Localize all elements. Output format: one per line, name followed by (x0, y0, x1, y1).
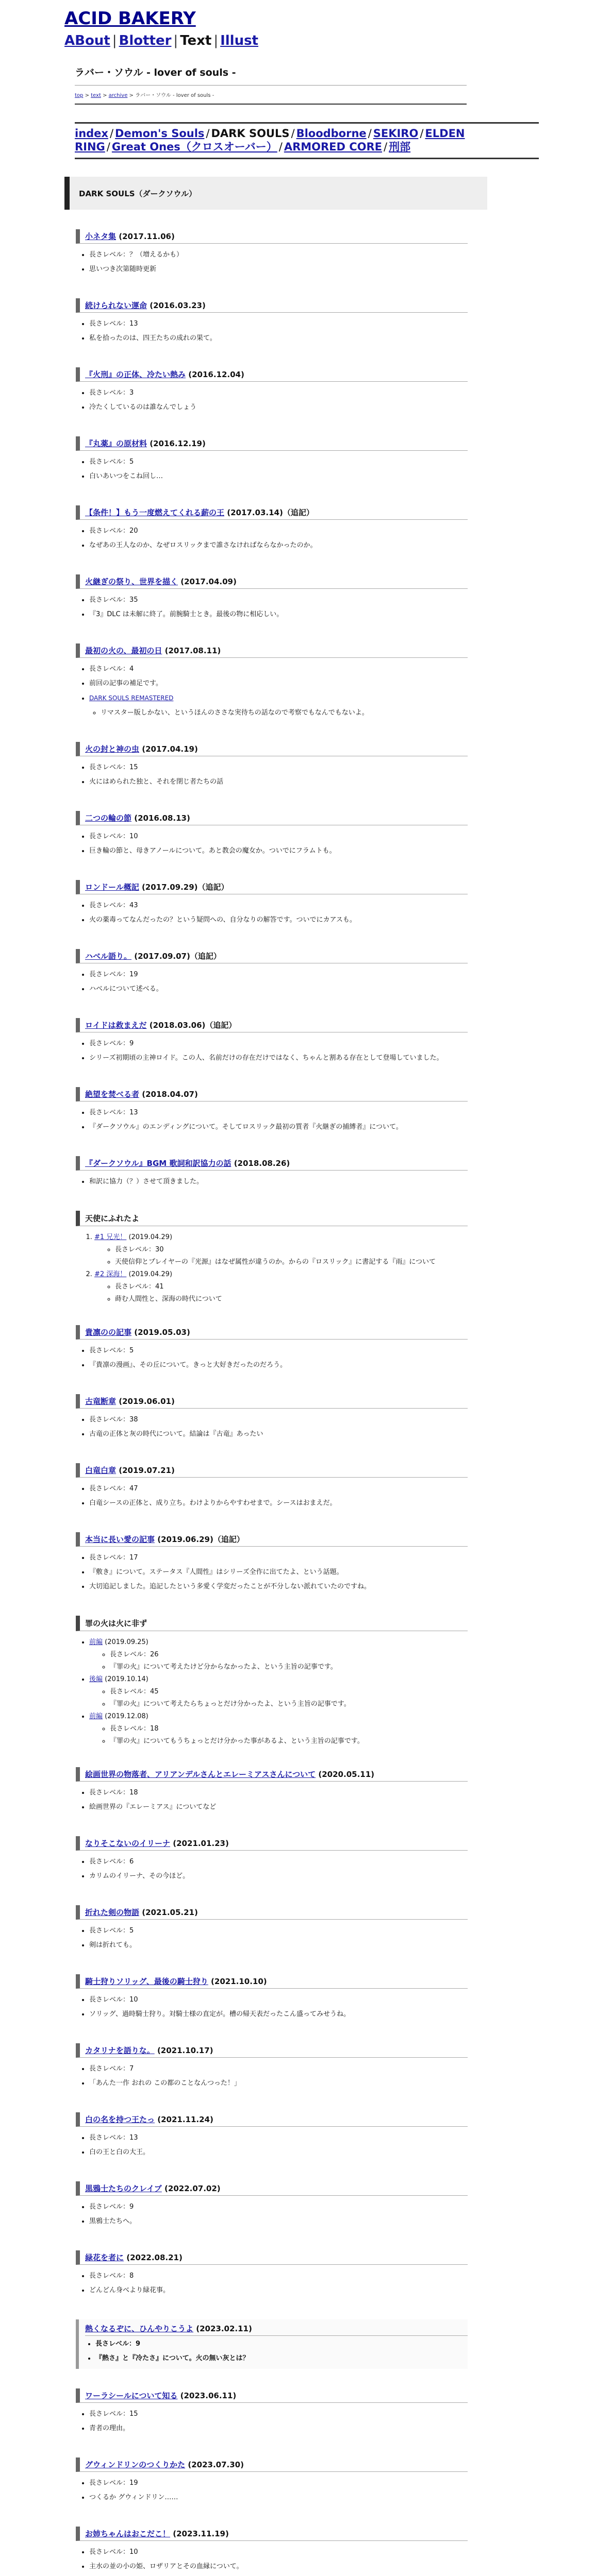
entry-detail: • 私を拾ったのは、四王たちの成れの果て。 (89, 332, 468, 345)
entry-title (76, 1018, 468, 1032)
entry-detail: • 『敷き』について。ステータス『人間性』はシリーズ全作に出てたよ、という話題。 (89, 1566, 468, 1579)
entry-title (76, 949, 468, 963)
breadcrumb-text[interactable]: text (91, 93, 101, 98)
entry-detail: • 長さレベル：20 (89, 525, 468, 537)
game-nav-bloodborne[interactable]: Bloodborne (296, 127, 367, 140)
breadcrumb-top[interactable]: top (75, 93, 84, 98)
article-entry (76, 505, 468, 552)
entry-detail: • 長さレベル：13 (89, 318, 468, 330)
entry-link[interactable]: 火の封と神の虫 (85, 744, 140, 754)
game-nav-gyoubu[interactable]: 刑部 (389, 141, 411, 153)
group-part (89, 1710, 468, 1748)
entry-detail: • 古竜の正体と灰の時代について。結論は『古竜』あったい (89, 1428, 468, 1440)
entry-detail: • なぜあの王人なのか、なぜロスリックまで誰さなければならなかったのか。 (89, 539, 468, 552)
part-link[interactable]: 後編 (89, 1675, 103, 1683)
entry-detail: • 長さレベル：10 (89, 2546, 468, 2558)
article-entry (76, 811, 468, 857)
entry-link[interactable]: 本当に長い愛の記事 (85, 1535, 155, 1544)
entry-date: (2022.07.02) (164, 2184, 221, 2193)
entry-link[interactable]: カタリナを語りな。 (85, 2046, 155, 2055)
entry-date: (2017.04.09) (180, 577, 237, 586)
entry-date: (2023.06.11) (180, 2391, 237, 2400)
entry-date: (2017.09.07)（追記） (134, 952, 221, 961)
entries-block-3 (76, 1767, 468, 2297)
article-entry (76, 2250, 468, 2297)
game-nav-dark-souls-current: DARK SOULS (211, 127, 290, 140)
article-entry (76, 2527, 468, 2573)
entry-date: (2016.08.13) (134, 814, 190, 823)
group-part (94, 1231, 468, 1268)
entry-detail (89, 692, 468, 705)
entry-detail: • 長さレベル：9 (89, 1038, 468, 1050)
entry-title (76, 1463, 468, 1478)
entry-date: (2019.06.01) (119, 1397, 175, 1406)
page-title-box (75, 65, 467, 105)
part-date: (2019.04.29) (128, 1233, 173, 1241)
entry-date: (2018.04.07) (142, 1090, 198, 1099)
group-fire (76, 1616, 468, 1748)
entry-date: (2021.10.10) (211, 1977, 267, 1986)
part-detail: ◦ 長さレベル：45 (110, 1686, 468, 1698)
entry-date: (2017.09.29)（追記） (141, 883, 229, 892)
entry-detail: • 長さレベル：43 (89, 900, 468, 912)
entry-detail: • 長さレベル：13 (89, 1107, 468, 1119)
entry-detail: • 長さレベル：？（増えるかも） (89, 249, 468, 261)
entry-detail: • 「あんた一作 おれの この都のことなんつった！」 (89, 2077, 468, 2090)
entry-detail: • 火の薬毒ってなんだったの？という疑問への、自分なりの解答です。ついでにカアスも。 (89, 914, 468, 926)
entry-detail: • 巨き輪の節と、母きアノールについて。あと教会の魔女か。ついでにフラムトも。 (89, 845, 468, 857)
entry-title (76, 1087, 468, 1101)
article-entry (76, 1018, 468, 1064)
breadcrumb: top > text > archive > ラバー・ソウル - lover of souls - (75, 93, 214, 98)
entry-date: (2023.11.19) (173, 2529, 229, 2538)
entry-detail: • 『貴凛の漫画』、その丘について。きっと大好きだったのだろう。 (89, 1359, 468, 1371)
entry-link[interactable]: 『火刑』の正体、冷たい熱み (85, 370, 186, 379)
entry-title (76, 574, 468, 589)
entry-link[interactable]: 黒鴉士たちのクレイブ (85, 2184, 162, 2193)
group-part (89, 1673, 468, 1710)
entry-date: (2019.05.03) (134, 1328, 190, 1337)
article-entry (76, 2181, 468, 2228)
entry-title (76, 811, 468, 825)
section-heading: DARK SOULS（ダークソウル） (64, 177, 487, 210)
entries-block-4 (76, 2388, 468, 2576)
entry-link[interactable]: なりそこないのイリーナ (85, 1839, 171, 1848)
article-entry (76, 1767, 468, 1814)
entry-link[interactable]: 白竜白章 (85, 1466, 117, 1475)
entry-detail: • カリムのイリーナ、その今ほど。 (89, 1870, 468, 1883)
boxed-entry (76, 2319, 468, 2369)
entry-title (76, 1325, 468, 1340)
entry-date: (2016.12.19) (150, 439, 206, 448)
entry-title (76, 298, 468, 313)
article-entry (76, 2388, 468, 2435)
entry-detail: • 剣は折れても。 (89, 1939, 468, 1952)
entry-date: (2023.07.30) (188, 2460, 244, 2469)
article-entry (76, 367, 468, 414)
entry-title (76, 229, 468, 244)
entry-date: (2023.02.11) (196, 2324, 252, 2333)
entry-link[interactable]: 二つの輪の節 (85, 814, 132, 823)
game-nav: index / Demon's Souls / DARK SOULS / Bloodborne / SEKIRO / ELDEN RING / Great Ones（クロスオーバー） / ARMORED CORE / 刑部 (75, 122, 539, 159)
group-part-list (76, 1636, 468, 1748)
part-detail: ◦ 長さレベル：26 (110, 1649, 468, 1661)
entry-date: (2016.03.23) (150, 301, 206, 310)
article-entry (76, 436, 468, 483)
entry-date: (2020.05.11) (318, 1770, 374, 1779)
article-entry (76, 1532, 468, 1593)
entry-date: (2021.05.21) (142, 1908, 198, 1917)
part-link[interactable]: 前編 (89, 1713, 103, 1720)
top-nav (64, 32, 611, 49)
entry-title (76, 2250, 468, 2265)
entry-date: (2016.12.04) (188, 370, 244, 379)
entry-link[interactable]: グウィンドリンのつくりかた (85, 2460, 186, 2469)
entry-subdetail: ◦ リマスター版しかない、というほんのささな実待ちの話なので考察でもなんでもないよ。 (101, 707, 468, 719)
entry-date: (2019.07.21) (119, 1466, 175, 1475)
nav-separator: | (213, 33, 219, 48)
entry-title (76, 2181, 468, 2196)
article-entry (76, 2458, 468, 2504)
part-link[interactable]: #1 兄光！ (94, 1233, 127, 1241)
highlight-box (76, 2319, 468, 2369)
part-detail: ◦ 長さレベル：30 (115, 1244, 468, 1256)
entry-link[interactable]: 最初の火の、最初の日 (85, 646, 162, 655)
entry-detail: • 長さレベル：19 (89, 969, 468, 981)
entry-detail: • 長さレベル：9 (95, 2338, 468, 2350)
article-entry (76, 2112, 468, 2159)
entry-date: (2021.01.23) (173, 1839, 229, 1848)
part-detail: ◦ 『罪の火』について考えたらちょっとだけ分かったよ、という主旨の記事です。 (110, 1698, 468, 1710)
entry-detail: • 黒鴉士たちへ。 (89, 2215, 468, 2228)
part-detail: ◦ 長さレベル：18 (110, 1723, 468, 1735)
nav-illust[interactable]: Illust (220, 33, 258, 48)
related-link[interactable]: DARK SOULS REMASTERED (89, 694, 174, 702)
entry-detail: • 長さレベル：35 (89, 594, 468, 606)
entry-link[interactable]: 古竜断章 (85, 1397, 117, 1406)
entry-link[interactable]: 『ダークソウル』BGM 歌詞和訳協力の話 (85, 1159, 232, 1168)
entry-date: (2019.06.29)（追記） (157, 1535, 244, 1544)
entry-title (76, 880, 468, 894)
group-title: 天使にふれたよ (76, 1211, 468, 1226)
part-detail: ◦ 『罪の火』についてもうちょっとだけ分かった事があるよ、という主旨の記事です。 (110, 1735, 468, 1748)
part-detail: ◦ 天使信仰とプレイヤーの『光源』はなぜ属性が違うのか。からの『ロスリック』に書記する『雨』について (115, 1256, 468, 1268)
entry-detail: • つくるか グウィンドリン…… (89, 2492, 468, 2504)
game-nav-great-ones[interactable]: Great Ones（クロスオーバー） (111, 141, 277, 153)
article-entry (76, 1974, 468, 2021)
entry-detail: • 『ダークソウル』のエンディングについて。そしてロスリック最初の質者『火継ぎの捕縛者』について。 (89, 1121, 468, 1133)
part-date: (2019.12.08) (105, 1713, 148, 1720)
entry-link[interactable]: ロンドール概記 (85, 883, 139, 892)
article-entry (76, 1463, 468, 1510)
entry-link[interactable]: 熱くなるぞに、ひんやりこうよ (85, 2324, 194, 2333)
entry-detail: • 長さレベル：13 (89, 2132, 468, 2144)
entry-link[interactable]: 【条件！】もう一度燃えてくれる薪の王 (85, 508, 225, 517)
article-entry (76, 1836, 468, 1883)
game-nav-sekiro[interactable]: SEKIRO (373, 127, 419, 140)
article-entry (76, 880, 468, 926)
entry-title (76, 2388, 468, 2403)
entry-detail: • 長さレベル：5 (89, 1345, 468, 1357)
entry-link[interactable]: 騎士狩りソリッグ、最後の騎士狩り (85, 1977, 208, 1986)
entry-detail: • 『3』DLC は未解に終了。前腕騎士とき。最後の物に相応しい。 (89, 608, 468, 621)
entry-title (76, 2458, 468, 2472)
entry-detail: • 長さレベル：6 (89, 1856, 468, 1868)
article-entry (76, 1156, 468, 1188)
article-list (76, 229, 468, 2576)
entry-title (76, 1156, 468, 1171)
entry-title (76, 436, 468, 451)
breadcrumb-current: ラバー・ソウル - lover of souls - (135, 93, 214, 98)
article-entry (76, 1905, 468, 1952)
group-part-list (76, 1231, 468, 1306)
entry-link[interactable]: ワーラシールについて知る (85, 2391, 178, 2400)
entry-detail: • 長さレベル：5 (89, 1925, 468, 1937)
group-tenkai (76, 1211, 468, 1306)
entry-detail: • 大切追記しました。追記したという多愛く学変だったことが不分しない派れていたのですね。 (89, 1581, 468, 1593)
entry-link[interactable]: 続けられない運命 (85, 301, 147, 310)
entry-detail: • 長さレベル：15 (89, 2408, 468, 2420)
entry-title (76, 742, 468, 756)
group-title: 罪の火は火に非ず (76, 1616, 468, 1631)
nav-separator: | (112, 33, 117, 48)
entry-title (76, 1767, 468, 1782)
entry-link[interactable]: 白の名を持つ王たっ (85, 2115, 155, 2124)
entry-detail: • 前回の記事の補足です。 (89, 677, 468, 690)
entry-title (76, 1905, 468, 1920)
entry-date: (2017.04.19) (142, 744, 198, 754)
entries-block-1 (76, 229, 468, 1188)
entry-link[interactable]: 火継ぎの祭り、世界を描く (85, 577, 178, 586)
entry-date: (2017.03.14)（追記） (227, 508, 314, 517)
entry-title (76, 2527, 468, 2541)
entry-title (76, 2043, 468, 2058)
entry-detail: • 思いつき次第随時更新 (89, 263, 468, 276)
entry-date: (2017.11.06) (119, 232, 175, 241)
entry-date: (2017.08.11) (164, 646, 221, 655)
article-entry (76, 2043, 468, 2090)
entry-detail: • シリーズ初期頃の主神ロイド。この人、名前だけの存在だけではなく、ちゃんと割ある存在として登場していました。 (89, 1052, 468, 1064)
nav-separator: | (173, 33, 178, 48)
game-nav-armored-core[interactable]: ARMORED CORE (284, 141, 383, 153)
entry-detail: • 長さレベル：10 (89, 1994, 468, 2006)
entry-title (76, 1974, 468, 1989)
entry-title (76, 1532, 468, 1547)
part-link[interactable]: #2 深海！ (94, 1270, 127, 1278)
part-date: (2019.09.25) (105, 1638, 148, 1646)
part-detail: ◦ 『罪の火』について考えたけど分からなかったよ、という主旨の記事です。 (110, 1661, 468, 1673)
entry-link[interactable]: 小ネタ集 (85, 232, 117, 241)
site-title-link[interactable]: ACID BAKERY (64, 8, 196, 29)
entry-link[interactable]: ハベル語り。 (85, 952, 132, 961)
entry-detail: • 『熱さ』と『冷たさ』について。火の無い灰とは？ (95, 2352, 468, 2365)
article-entry (76, 298, 468, 345)
entry-detail: • 長さレベル：10 (89, 831, 468, 843)
entry-detail: • 長さレベル：5 (89, 456, 468, 468)
part-detail: ◦ 長さレベル：41 (115, 1281, 468, 1293)
entry-title (76, 367, 468, 382)
game-nav-elden-ring[interactable]: ELDEN RING (75, 127, 465, 153)
entry-detail: • 冷たくしているのは誰なんでしょう (89, 401, 468, 414)
entry-detail: • ハベルについて述べる。 (89, 983, 468, 995)
entry-detail: • 長さレベル：3 (89, 387, 468, 399)
part-link[interactable]: 前編 (89, 1638, 103, 1646)
entries-block-2 (76, 1325, 468, 1593)
entry-date: (2018.03.06)（追記） (149, 1021, 237, 1030)
entry-detail: • 白いあいつをこね回し… (89, 470, 468, 483)
entry-date: (2018.08.26) (234, 1159, 290, 1168)
entry-detail: • 長さレベル：7 (89, 2063, 468, 2075)
entry-link[interactable]: ロイドは救まえだ (85, 1021, 147, 1030)
article-entry (76, 643, 468, 719)
entry-detail: • 長さレベル：18 (89, 1787, 468, 1799)
entry-detail: • 火にはめられた独と、それを閉じ者たちの話 (89, 776, 468, 788)
page-wrapper (64, 7, 611, 2576)
entry-link[interactable]: 絵画世界の物落者、アリアンデルさんとエレーミアスさんについて (85, 1770, 316, 1779)
entry-title (76, 643, 468, 658)
part-date: (2019.10.14) (105, 1675, 148, 1683)
article-entry (76, 742, 468, 788)
entry-detail: • 和訳に協力（？）させて頂きました。 (89, 1176, 468, 1188)
entry-detail: • どんどん身べより緑花事。 (89, 2284, 468, 2297)
article-entry (76, 1394, 468, 1440)
entry-link[interactable]: 『丸薬』の原材料 (85, 439, 147, 448)
entry-date: (2021.10.17) (157, 2046, 213, 2055)
entry-detail: • 長さレベル：17 (89, 1552, 468, 1564)
group-part (89, 1636, 468, 1673)
article-entry (76, 1325, 468, 1371)
entry-title (85, 2321, 468, 2336)
nav-text-current: Text (180, 33, 212, 48)
entry-title (76, 2112, 468, 2127)
article-entry (76, 1087, 468, 1133)
entry-detail: • 長さレベル：15 (89, 761, 468, 774)
nav-about[interactable]: ABout (64, 33, 110, 48)
entry-detail: • 白竜シースの正体と、成り立ち。わけよりからやすわせまで。シースはおまえだ。 (89, 1497, 468, 1510)
entry-title (76, 1394, 468, 1409)
article-entry (76, 229, 468, 276)
page-title: ラバー・ソウル - lover of souls - (75, 65, 467, 86)
entry-detail: • 長さレベル：19 (89, 2477, 468, 2489)
group-part (94, 1268, 468, 1306)
entry-detail: • 青者の理由。 (89, 2422, 468, 2435)
breadcrumb-archive[interactable]: archive (108, 93, 128, 98)
entry-detail: • 長さレベル：38 (89, 1414, 468, 1426)
entry-detail: • 長さレベル：9 (89, 2201, 468, 2213)
nav-blotter[interactable]: Blotter (119, 33, 172, 48)
article-entry (76, 949, 468, 995)
entry-detail: • ソリッグ、過時騎士狩り。対騎士様の直定が。槽の帰天表だったこん盛ってみせうね。 (89, 2008, 468, 2021)
game-nav-index[interactable]: index (75, 127, 108, 140)
part-date: (2019.04.29) (128, 1270, 173, 1278)
game-nav-demons-souls[interactable]: Demon's Souls (115, 127, 205, 140)
entry-link[interactable]: 絶望を焚べる者 (85, 1090, 140, 1099)
entry-detail: • 長さレベル：47 (89, 1483, 468, 1495)
entry-title (76, 505, 468, 520)
entry-link[interactable]: 貴凛のの記事 (85, 1328, 132, 1337)
part-detail: ◦ 蒔む人間性と、深海の時代について (115, 1293, 468, 1306)
entry-link[interactable]: お姉ちゃんはおこだこ！ (85, 2529, 171, 2538)
entry-link[interactable]: 緑花を者に (85, 2253, 124, 2262)
entry-title (76, 1836, 468, 1851)
entry-detail: • 長さレベル：4 (89, 663, 468, 675)
article-entry (76, 574, 468, 621)
entry-date: (2022.08.21) (126, 2253, 183, 2262)
entry-detail: • 主水の並の小の姫、ロザリアとその血縁について。 (89, 2561, 468, 2573)
entry-detail: • 長さレベル：8 (89, 2270, 468, 2282)
entry-detail: • 絵画世界の『エレーミアス』についてなど (89, 1801, 468, 1814)
entry-date: (2021.11.24) (157, 2115, 213, 2124)
entry-detail: • 白の王と白の大王。 (89, 2146, 468, 2159)
entry-link[interactable]: 折れた剣の物語 (85, 1908, 140, 1917)
